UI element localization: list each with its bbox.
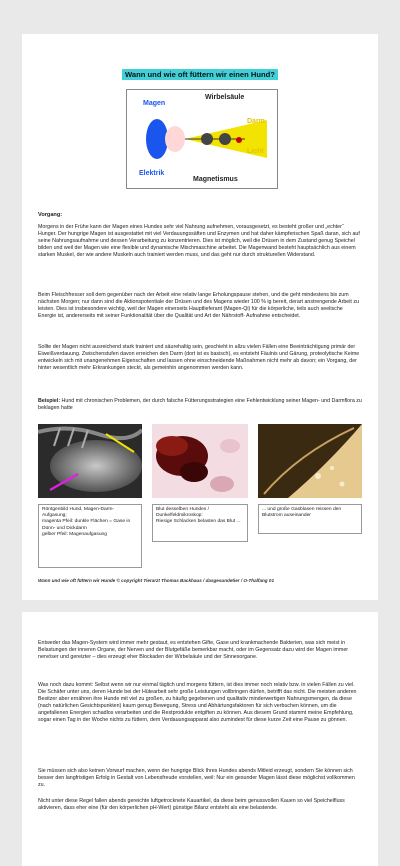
label-magen: Magen [143,100,166,107]
gas-bubbles-graphic [258,424,362,498]
label-magnetismus: Magnetismus [193,176,238,183]
page-footer: Wann und wie oft füttern wir Hunde © copyright Tierarzt Thomas Backhaus / dasgesundetier / O-Thalfang 01 [38,578,274,583]
gas-bubbles-photo [258,424,362,498]
caption-gas-bubbles: ... und große Gasblasen reissen den Blutstrom auseinander [258,504,362,534]
page2-paragraph-3: Sie müssen sich also keinen Vorwurf machen, wenn der hungrige Blick Ihres Hundes abends Mitleid erzeugt, sondern Sie können sich besser den langfristigen Erfolg in Gestalt von Lebensfreude vorstellen, weil: Nur ein gesunder Magen lässt diese möglichst vollkommen zu. [38,768,355,788]
blood-slag-graphic [152,424,248,498]
paragraph-2: Beim Fleischfresser soll dem gegenüber nach der Arbeit eine relativ lange Erholungspause stehen, und die geht mindestens bis zum nächsten Morgen; nur dann sind die Aktionspotentiale der Drüsen und des Magens wieder 100 % ig bereit, derart anstrengende Arbeit zu leisten. Dies ist insbesondere wichtig, weil der Magen einerseits Hauptlieferant (Magen-Qi) für die körperliche, teils auch seelische Energie ist, andererseits mit seiner Funktionalität über die Qualität und Art der Nährstoff- Aufnahme entscheidet. [38,292,359,319]
document-page-1 [22,34,378,600]
beispiel-label: Beispiel: [38,398,61,404]
label-wirbelsaeule: Wirbelsäule [205,94,245,101]
label-darm: Darm [247,118,265,125]
beispiel-paragraph [38,398,362,412]
vertebra-shape [219,133,231,145]
beispiel-text: Hund mit chronischen Problemen, der durch falsche Fütterungsstrategien eine Fehlentwicklung seiner Magen- und Darmflora zu beklagen hatte [38,398,362,411]
vorgang-heading: Vorgang: [38,212,63,218]
magen-shape [146,119,168,159]
red-dot-shape [236,137,242,143]
xray-photo [38,424,142,498]
page-title: Wann und wie oft füttern wir einen Hund? [22,64,378,82]
vertebra-shape [201,133,213,145]
xray-graphic [38,424,142,498]
document-page-2 [22,612,378,866]
paragraph-3: Sollte der Magen nicht ausreichend stark trainiert und säurehaltig sein, geschieht in allzu vielen Fällen eine Beeinträchtigung primär der Eiweißverdauung. Zwischenstufen davon erreichen den Darm (dort ist es basisch), es entsteht Fäulnis und Gärung, proteolytische Keime entwickeln sich mit unangenehmen Eigenschaften und lassen ohne einschneidende Maßnahmen nicht mehr ab davon; ein Vorgang, der hinter wesentlich mehr Erkrankungen steckt, als gemeinhin angenommen werden kann. [38,344,360,371]
page2-paragraph-1: Entweder das Magen-System wird immer mehr gestaut, es entstehen Gifte, Gase und krankmachende Bakterien, was sich meist in Belastungen der inneren Organe, der Nerven und der Blutgefäße bemerkbar macht, oder im Gegensatz dazu wird der Magen immer nervöser und gereizter – dies erzeugt eher Blockaden der Wirbelsäule und der Sinnesorgane. [38,640,349,660]
page2-paragraph-4: Nicht unter diese Regel fallen abends gereichte luftgetrocknete Kauartikel, da diese beim genussvollen Kauen so viel Speichelfluss aktivieren, dass eher eine (für den körperlichen pH-Wert) günstige Bilanz entsteht als eine belastende. [38,798,345,811]
glow-shape [165,126,185,152]
stomach-energy-diagram [126,89,278,189]
blood-slag-photo [152,424,248,498]
caption-blood-slag: Blut desselben Hundes / Dunkelfeldmikroskop: Riesige Schlacken belasten das Blut ... [152,504,248,542]
label-elektrik: Elektrik [139,170,165,177]
caption-xray: Röntgenbild Hund, Magen-Darm- Aufgasung; magenta Pfeil: dunkle Flächen = Gase in Dünn- und Dickdarm gelber Pfeil: Magenaufgasung [38,504,142,568]
page2-paragraph-2: Was noch dazu kommt: Selbst wenn wir nur einmal täglich und morgens füttern, ist dies immer noch relativ bzw. in vielen Fällen zu viel. Die Schäfer unter uns, deren Hunde bei der Hütearbeit sehr große Leistungen vollbringen dürfen, betrifft das nicht. Die meisten anderen Besitzer aber ernähren ihre Hunde mit viel zu großen, zu häufig gegebenen und qualitativ minderwertigen Nahrungsmengen, da diese (nach natürlichen Gesichtspunkten) kaum genug Bewegung, Stress und Abhärtungsfaktoren für sich verbuchen können, um die angefallenen Energien schadlos verarbeiten und die Restprodukte entgiften zu können. Aus diesem Grund stammt meine Empfehlung, sogar einen Tag in der Woche nichts zu füttern, dem Verdauungsapparat also zumindest für diese kurze Zeit eine Pause zu gönnen. [38,682,357,723]
label-licht: Licht [247,148,264,155]
paragraph-1: Morgens in der Frühe kann der Magen eines Hundes sehr viel Nahrung aufnehmen, vorausgesetzt, es besteht großer und „echter“ Hunger. Der hungrige Magen ist ausgestattet mit viel Verdauungssäften und Enzymen und hat daher kämpferischen Spaß daran, sich auf seine Nahrungsaufnahme und dessen Verarbeitung zu konzentrieren. Dies ist möglich, weil die Drüsen in dem Zustand genug Speichel bilden und weil der Magen wie eine flexible und dynamische Mischmaschine arbeitet. Die Magenwand besteht hauptsächlich aus einem starken Muskel, der wie andere Muskeln auch trainiert werden muss, und das geht nur durch strukturellen Widerstand. [38,224,360,258]
